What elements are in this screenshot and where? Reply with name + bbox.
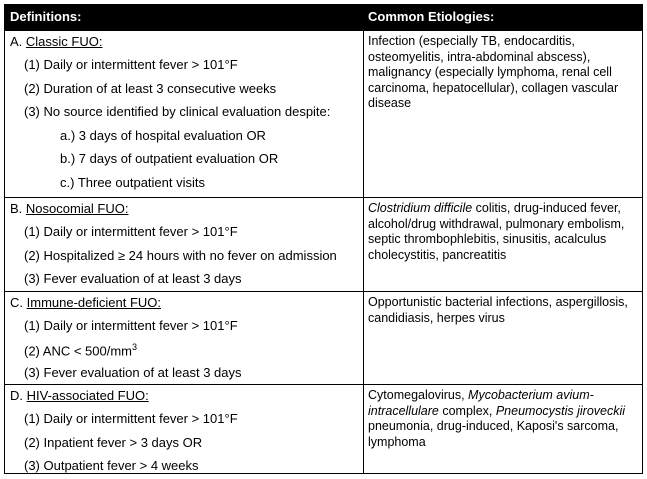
table-header	[5, 5, 642, 30]
criterion: (1) Daily or intermittent fever > 101°F	[24, 318, 238, 333]
etiology-cell: Clostridium difficile colitis, drug-induced fever, alcohol/drug withdrawal, pulmonary embolism, septic thrombophlebitis, sinusitis, acalculus cholecystitis, pancreatitis	[368, 201, 625, 262]
table-row-classic	[5, 30, 642, 197]
row-title: B. Nosocomial FUO:	[10, 201, 129, 216]
criterion: (3) Fever evaluation of at least 3 days	[24, 365, 242, 380]
sub-criterion: b.) 7 days of outpatient evaluation OR	[60, 151, 279, 166]
criterion: (3) Outpatient fever > 4 weeks	[24, 458, 199, 473]
header-definitions: Definitions:	[10, 9, 82, 24]
table-row-hiv	[5, 384, 642, 473]
row-title: A. Classic FUO:	[10, 34, 103, 49]
criterion: (1) Daily or intermittent fever > 101°F	[24, 411, 238, 426]
fuo-table	[4, 4, 643, 474]
criterion: (3) No source identified by clinical evaluation despite:	[24, 104, 331, 119]
etiology-cell: Opportunistic bacterial infections, aspergillosis, candidiasis, herpes virus	[368, 295, 628, 325]
row-title: C. Immune-deficient FUO:	[10, 295, 161, 310]
criterion: (2) Inpatient fever > 3 days OR	[24, 435, 203, 450]
table-row-nosocomial	[5, 197, 642, 291]
criterion: (1) Daily or intermittent fever > 101°F	[24, 224, 238, 239]
criterion: (2) Duration of at least 3 consecutive weeks	[24, 81, 277, 96]
criterion: (2) Hospitalized ≥ 24 hours with no fever on admission	[24, 248, 337, 263]
row-title: D. HIV-associated FUO:	[10, 388, 149, 403]
header-etiologies: Common Etiologies:	[368, 9, 495, 24]
criterion: (1) Daily or intermittent fever > 101°F	[24, 57, 238, 72]
sub-criterion: a.) 3 days of hospital evaluation OR	[60, 128, 266, 143]
table-row-immune-deficient	[5, 291, 642, 384]
etiology-cell: Cytomegalovirus, Mycobacterium avium-intracellulare complex, Pneumocystis jiroveckii pneumonia, drug-induced, Kaposi's sarcoma, lymphoma	[368, 388, 626, 449]
criterion: (3) Fever evaluation of at least 3 days	[24, 271, 242, 286]
criterion: (2) ANC < $500/mm^3$	[24, 342, 138, 359]
sub-criterion: c.) Three outpatient visits	[60, 175, 205, 190]
etiology-cell: Infection (especially TB, endocarditis, osteomyelitis, intra-abdominal abscess), malignancy (especially lymphoma, renal cell carcinoma, hepatocellular), collagen vascular disease	[368, 34, 619, 110]
